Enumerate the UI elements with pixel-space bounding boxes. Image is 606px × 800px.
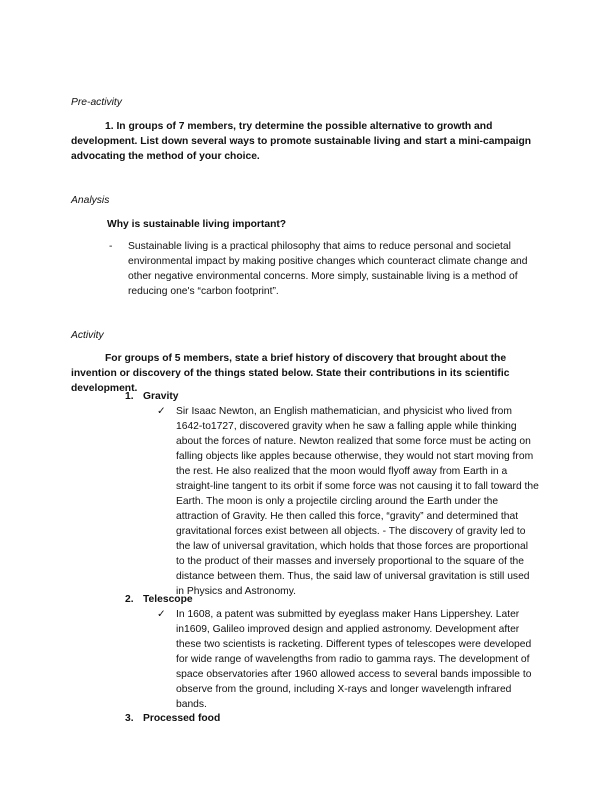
analysis-answer-text: Sustainable living is a practical philosophy that aims to reduce personal and societal environmental impact by making positive changes which counteract climate change and other negative environmental concerns. More simply, sustainable living is a method of reducing one's “carbon footprint”.	[128, 241, 528, 297]
pre-activity-heading: Pre-activity	[71, 97, 122, 108]
telescope-text: In 1608, a patent was submitted by eyeglass maker Hans Lippershey. Later in1609, Galileo improved design and applied astronomy. Development after these two scientists is racketing. Different types of telescopes were developed for wide range of wavelengths from radio to gamma rays. The development of space observatories after 1960 allowed access to several bands impossible to observe from the ground, including X-rays and longer wavelength infrared bands.	[176, 609, 532, 710]
activity-instruction: For groups of 5 members, state a brief history of discovery that brought about the invention or discovery of the things stated below. State their contributions in its scientific development.	[71, 353, 510, 394]
dash-bullet: -	[109, 241, 113, 252]
pre-activity-instruction: 1. In groups of 7 members, try determine the possible alternative to growth and development. List down several ways to promote sustainable living and start a mini-campaign advocating the method of your choice.	[71, 121, 532, 162]
analysis-question: Why is sustainable living important?	[107, 219, 287, 230]
list-item-title: Gravity	[143, 391, 179, 402]
checkmark-icon: ✓	[157, 405, 166, 417]
list-item-number: 2.	[125, 594, 134, 605]
list-item-title: Telescope	[143, 594, 193, 605]
list-item-number: 3.	[125, 713, 134, 724]
gravity-text: Sir Isaac Newton, an English mathematician, and physicist who lived from 1642-to1727, discovered gravity when he saw a falling apple while thinking about the forces of nature. Newton realized that some force must be acting on falling objects like apples because otherwise, they would not start moving from the rest. He also realized that the moon would flyoff away from Earth in a straight-line tangent to its orbit if some force was not causing it to fall toward the Earth. The moon is only a projectile circling around the Earth under the attraction of Gravity. He then called this force, “gravity” and determined that gravitational forces exist between all objects. - The discovery of gravity led to the law of universal gravitation, which holds that those forces are proportional to the product of their masses and inversely proportional to the square of the distance between them. Thus, the said law of universal gravitation is still used in Physics and Astronomy.	[176, 406, 539, 597]
activity-heading: Activity	[71, 330, 104, 341]
list-item-number: 1.	[125, 391, 134, 402]
list-item-title: Processed food	[143, 713, 221, 724]
analysis-heading: Analysis	[71, 195, 110, 206]
checkmark-icon: ✓	[157, 608, 166, 620]
